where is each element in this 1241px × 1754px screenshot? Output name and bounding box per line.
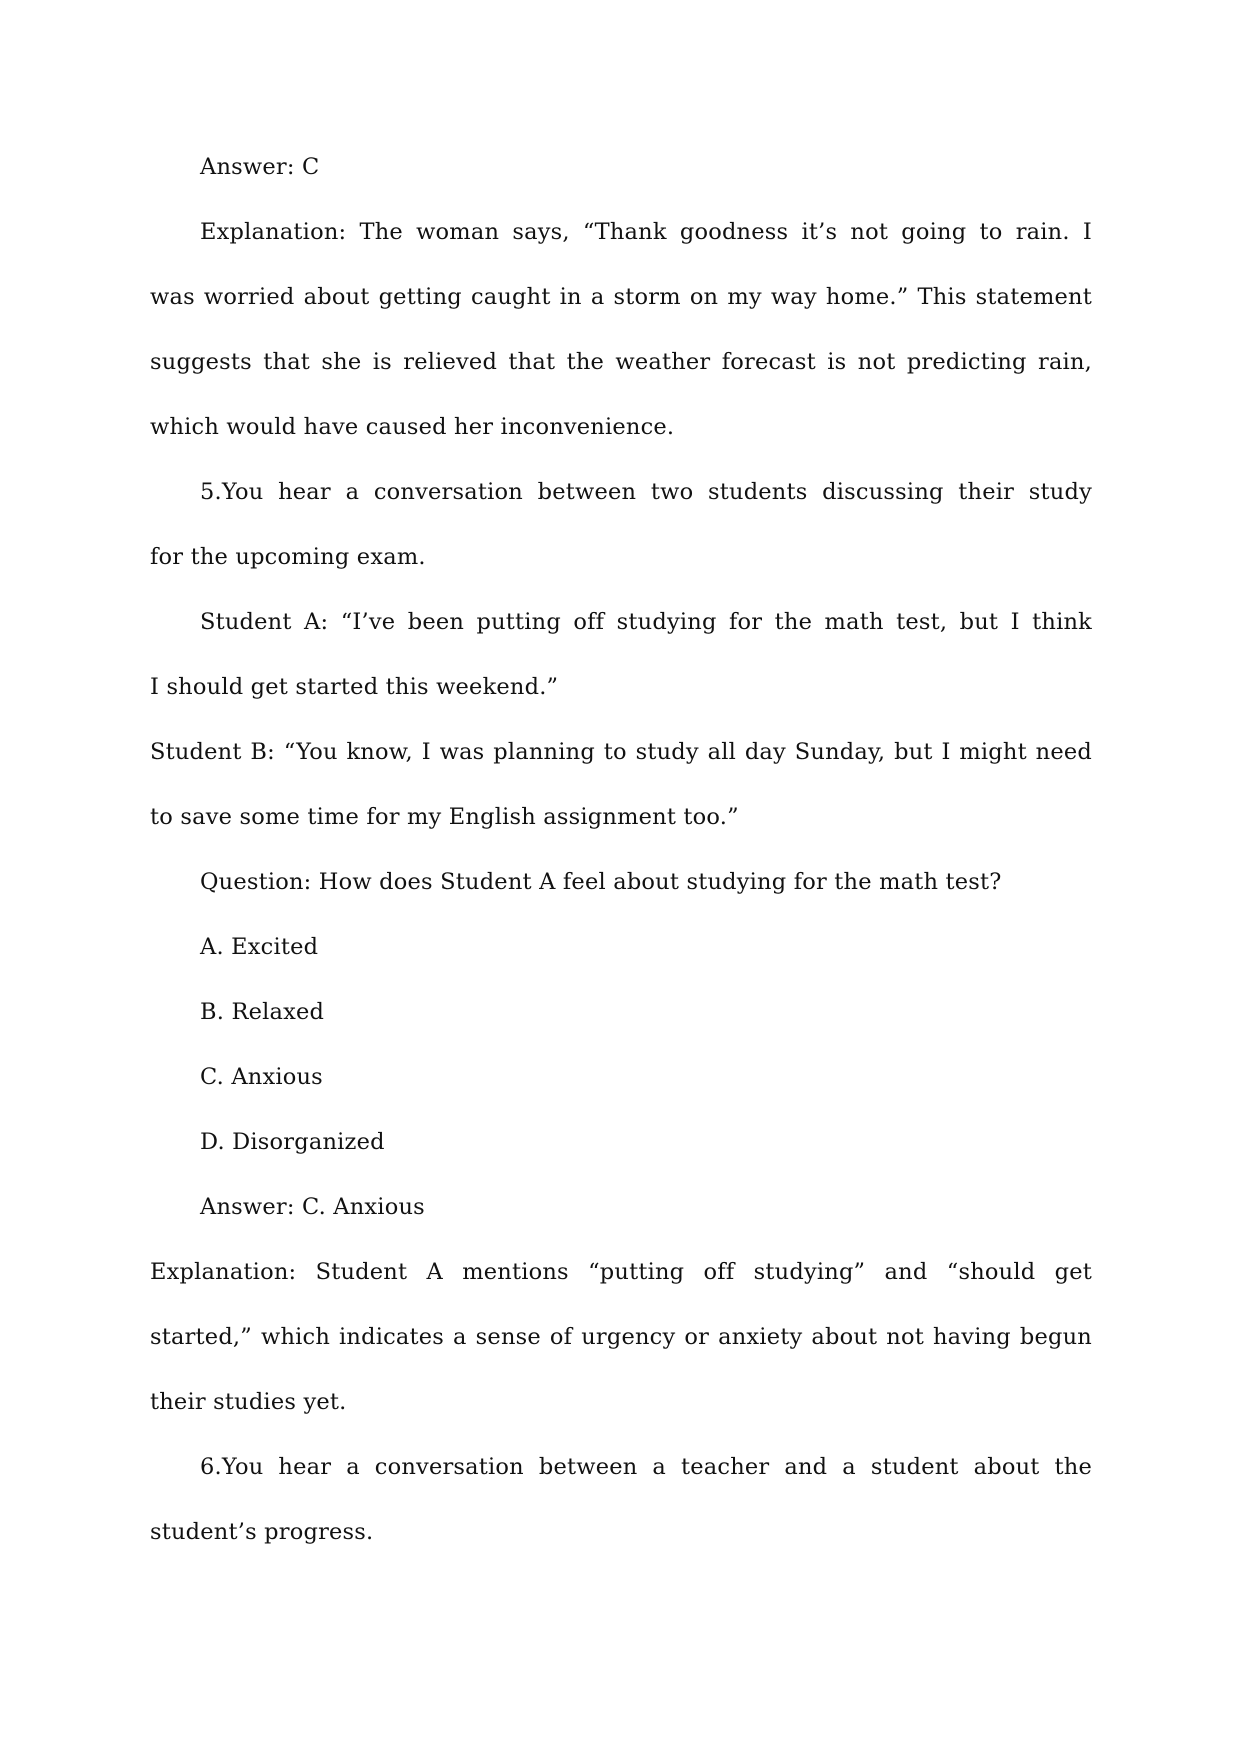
answer-line: Answer: C. Anxious [200, 1194, 425, 1220]
student-b-dialogue: Student B: “You know, I was planning to study all day Sunday, but I might need [150, 739, 1092, 765]
explanation-line: suggests that she is relieved that the weather forecast is not predicting rain, [150, 349, 1092, 375]
explanation-line: was worried about getting caught in a storm on my way home.” This statement [150, 284, 1092, 310]
explanation-line: started,” which indicates a sense of urgency or anxiety about not having begun [150, 1324, 1092, 1350]
question-5-prompt: for the upcoming exam. [150, 544, 426, 570]
question-6-prompt: student’s progress. [150, 1519, 374, 1545]
student-a-dialogue: I should get started this weekend.” [150, 674, 559, 700]
option-d: D. Disorganized [200, 1129, 385, 1155]
explanation-line: Explanation: The woman says, “Thank goodness it’s not going to rain. I [200, 219, 1092, 245]
answer-line: Answer: C [200, 154, 320, 180]
document-page [150, 135, 1092, 1565]
question-5-prompt: 5.You hear a conversation between two students discussing their study [200, 479, 1092, 505]
explanation-line: their studies yet. [150, 1389, 347, 1415]
option-a: A. Excited [200, 934, 319, 960]
student-b-dialogue: to save some time for my English assignment too.” [150, 804, 739, 830]
question-line: Question: How does Student A feel about studying for the math test? [200, 869, 1002, 895]
explanation-line: which would have caused her inconvenience. [150, 414, 675, 440]
option-b: B. Relaxed [200, 999, 325, 1025]
question-6-prompt: 6.You hear a conversation between a teacher and a student about the [200, 1454, 1092, 1480]
option-c: C. Anxious [200, 1064, 323, 1090]
student-a-dialogue: Student A: “I’ve been putting off studying for the math test, but I think [200, 609, 1092, 635]
explanation-line: Explanation: Student A mentions “putting off studying” and “should get [150, 1259, 1092, 1285]
